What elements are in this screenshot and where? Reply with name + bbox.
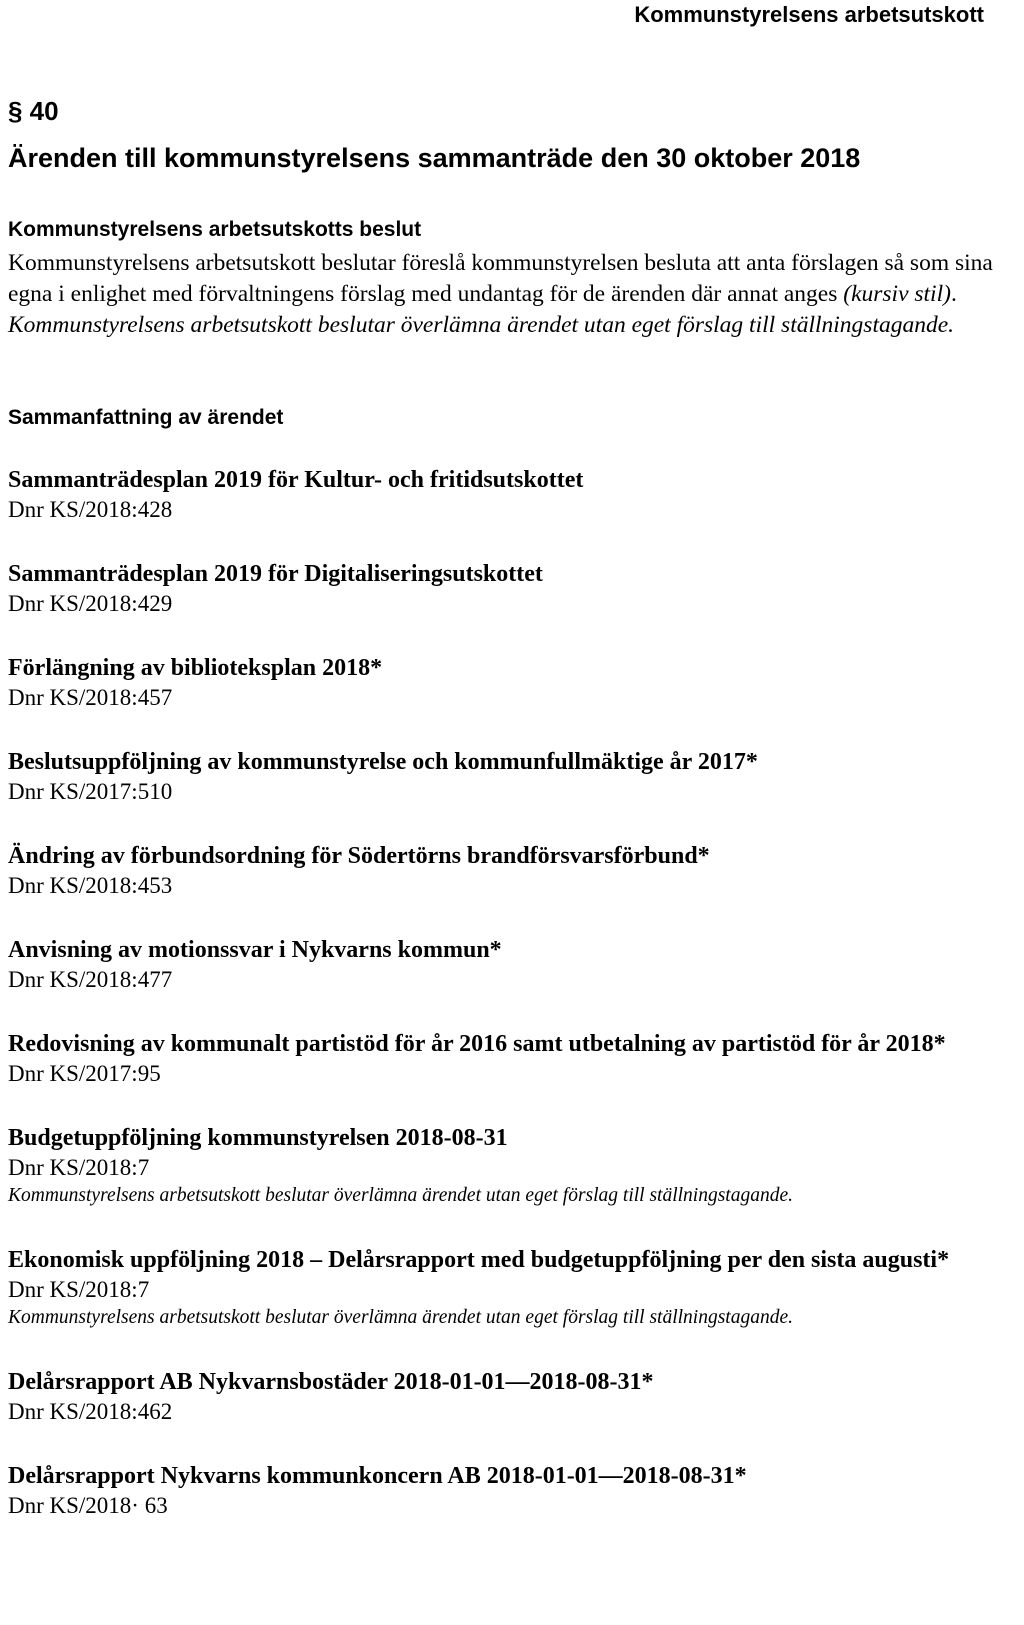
agenda-item-title: Förlängning av biblioteksplan 2018* bbox=[8, 655, 383, 681]
agenda-item bbox=[8, 466, 1018, 524]
decision-text-part2: . bbox=[950, 281, 957, 307]
decision-text-part1: Kommunstyrelsens arbetsutskott beslutar föreslå kommunstyrelsen besluta att anta förslagen så som sina egna i enlighet med förvaltningens förslag med undantag för de ärenden där annat anges bbox=[8, 250, 993, 307]
agenda-item bbox=[8, 560, 1018, 618]
agenda-item-dnr: Dnr KS/2018:428 bbox=[8, 497, 173, 522]
agenda-item-dnr: Dnr KS/2018· 63 bbox=[8, 1493, 168, 1518]
agenda-item bbox=[8, 1368, 1018, 1426]
decision-heading: Kommunstyrelsens arbetsutskotts beslut bbox=[8, 218, 422, 241]
agenda-item bbox=[8, 936, 1018, 994]
committee-header: Kommunstyrelsens arbetsutskott bbox=[634, 2, 984, 27]
agenda-item-dnr: Dnr KS/2018:429 bbox=[8, 591, 173, 616]
decision-text-italic1: (kursiv stil) bbox=[843, 281, 951, 307]
agenda-item-list bbox=[8, 466, 1018, 1556]
agenda-item bbox=[8, 842, 1018, 900]
agenda-item-title: Ekonomisk uppföljning 2018 – Delårsrapport med budgetuppföljning per den sista augusti* bbox=[8, 1247, 950, 1273]
agenda-item-title: Delårsrapport Nykvarns kommunkoncern AB 2018-01-01—2018-08-31* bbox=[8, 1463, 747, 1489]
agenda-item-title: Redovisning av kommunalt partistöd för år 2016 samt utbetalning av partistöd för år 2018* bbox=[8, 1031, 946, 1057]
agenda-item bbox=[8, 1246, 1018, 1332]
agenda-item-title: Sammanträdesplan 2019 för Digitaliseringsutskottet bbox=[8, 561, 543, 587]
agenda-item-title: Anvisning av motionssvar i Nykvarns kommun* bbox=[8, 937, 502, 963]
agenda-item bbox=[8, 654, 1018, 712]
agenda-item-note: Kommunstyrelsens arbetsutskott beslutar överlämna ärendet utan eget förslag till ställningstagande. bbox=[8, 1307, 794, 1328]
agenda-item-dnr: Dnr KS/2018:462 bbox=[8, 1399, 173, 1424]
agenda-item-title: Ändring av förbundsordning för Södertörns brandförsvarsförbund* bbox=[8, 843, 710, 869]
agenda-item bbox=[8, 1124, 1018, 1210]
agenda-item-dnr: Dnr KS/2017:510 bbox=[8, 779, 173, 804]
decision-text-italic2: Kommunstyrelsens arbetsutskott beslutar överlämna ärendet utan eget förslag till ställningstagande. bbox=[8, 312, 955, 338]
agenda-item-title: Beslutsuppföljning av kommunstyrelse och kommunfullmäktige år 2017* bbox=[8, 749, 758, 775]
agenda-item bbox=[8, 748, 1018, 806]
agenda-item-note: Kommunstyrelsens arbetsutskott beslutar överlämna ärendet utan eget förslag till ställningstagande. bbox=[8, 1185, 794, 1206]
agenda-item bbox=[8, 1462, 1018, 1520]
agenda-item-dnr: Dnr KS/2018:457 bbox=[8, 685, 173, 710]
agenda-item-title: Delårsrapport AB Nykvarnsbostäder 2018-01-01—2018-08-31* bbox=[8, 1369, 654, 1395]
agenda-item-dnr: Dnr KS/2017:95 bbox=[8, 1061, 161, 1086]
decision-text bbox=[8, 248, 1018, 341]
agenda-item-dnr: Dnr KS/2018:477 bbox=[8, 967, 173, 992]
summary-heading: Sammanfattning av ärendet bbox=[8, 406, 284, 429]
page-title: Ärenden till kommunstyrelsens sammanträde den 30 oktober 2018 bbox=[8, 143, 861, 173]
agenda-item-title: Budgetuppföljning kommunstyrelsen 2018-08-31 bbox=[8, 1125, 508, 1151]
agenda-item-dnr: Dnr KS/2018:7 bbox=[8, 1155, 150, 1180]
agenda-item-dnr: Dnr KS/2018:453 bbox=[8, 873, 173, 898]
agenda-item-dnr: Dnr KS/2018:7 bbox=[8, 1277, 150, 1302]
section-number: § 40 bbox=[8, 96, 59, 126]
agenda-item bbox=[8, 1030, 1018, 1088]
agenda-item-title: Sammanträdesplan 2019 för Kultur- och fritidsutskottet bbox=[8, 467, 584, 493]
